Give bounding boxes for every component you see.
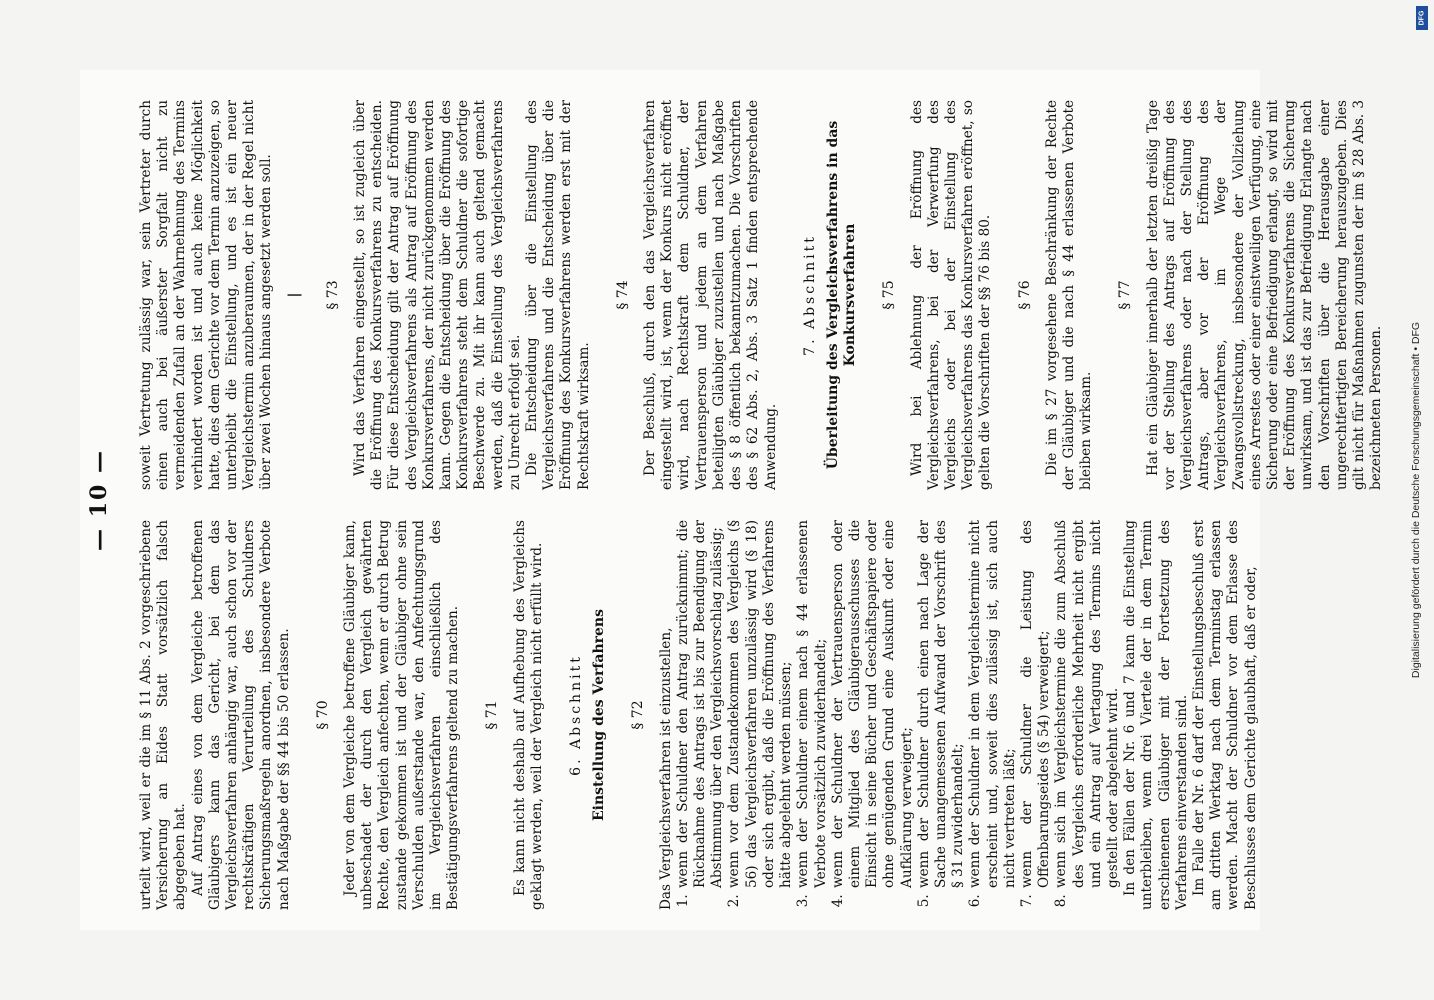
separator-mark: | bbox=[285, 292, 302, 298]
list-item: 2. wenn vor dem Zustandekommen des Vergleichs (§ 56) das Vergleichsverfahren unzulässig wird (§ 18) oder sich ergibt, daß die Eröffnung des Verfahrens hätte abgelehnt werden müssen; bbox=[726, 520, 795, 890]
chapter-heading: Überleitung des Vergleichsverfahrens in das Konkursverfahren bbox=[824, 120, 859, 470]
right-column bbox=[138, 100, 1385, 490]
section-number: § 74 bbox=[614, 280, 631, 310]
paragraph: Jeder von dem Vergleiche betroffene Gläubiger kann, unbeschadet der durch den Vergleich gewährten Rechte, den Vergleich anfechten, wenn er durch Betrug zustande gekommen ist und der Gläubiger ohne sein Verschulden außerstande war, den Anfechtungsgrund im Vergleichsverfahren einschließlich des Bestätigungsverfahrens geltend zu machen. bbox=[342, 520, 462, 910]
rotated-page bbox=[80, 70, 1385, 930]
paragraph: Die im § 27 vorgesehene Beschränkung der Rechte der Gläubiger und die nach § 44 erlassenen Verbote bleiben wirksam. bbox=[1043, 100, 1095, 490]
section-number: § 72 bbox=[630, 700, 647, 730]
section-number: § 75 bbox=[881, 280, 898, 310]
chapter-label: 6. Abschnitt bbox=[568, 654, 585, 776]
dfg-logo bbox=[1416, 6, 1428, 30]
credit-text: Digitalisierung gefördert durch die Deutsche Forschungsgemeinschaft • DFG bbox=[1410, 321, 1422, 679]
list-item: 6. wenn der Schuldner in dem Vergleichstermine nicht erscheint und, soweit dies zulässig ist, sich auch nicht vertreten läßt; bbox=[967, 520, 1019, 890]
paragraph: urteilt wird, weil er die im § 11 Abs. 2 vorgeschriebene Versicherung an Eides Statt vorsätzlich falsch abgegeben hat. bbox=[138, 520, 189, 910]
chapter-label: 7. Abschnitt bbox=[801, 234, 818, 356]
list-item: 8. wenn sich im Vergleichstermine die zum Abschluß des Vergleichs erforderliche Mehrheit nicht ergibt und ein Antrag auf Vertagung des Termins nicht gestellt oder abgelehnt wird. bbox=[1053, 520, 1122, 890]
paragraph: Auf Antrag eines von dem Vergleiche betroffenen Gläubigers kann das Gericht, bei dem das Vergleichsverfahren anhängig war, auch schon vor der rechtskräftigen Verurteilung des Schuldners Sicherungsmaßregeln anordnen, insbesondere Verbote nach Maßgabe der §§ 44 bis 50 erlassen. bbox=[189, 520, 292, 910]
section-number: § 71 bbox=[484, 700, 501, 730]
paragraph: soweit Vertretung zulässig war, sein Vertreter durch einen auch bei äußerster Sorgfalt nicht zu vermeidenden Zufall an der Wahrnehmung des Termins verhindert worden ist und auch keine Möglichkeit hatte, dies dem Gerichte vor dem Termin anzuzeigen, so unterbleibt die Einstellung, und es ist ein neuer Vergleichstermin anzuberaumen, der in der Regel nicht über zwei Wochen hinaus angesetzt werden soll. bbox=[138, 100, 275, 490]
list-item: 7. wenn der Schuldner die Leistung des Offenbarungseides (§ 54) verweigert; bbox=[1019, 520, 1053, 890]
digitization-credit bbox=[1402, 0, 1430, 1000]
paragraph: Wird das Verfahren eingestellt, so ist zugleich über die Eröffnung des Konkursverfahrens zu entscheiden. Für diese Entscheidung gilt der Antrag auf Eröffnung des Vergleichsverfahrens als Antrag auf Eröffnung des Konkursverfahrens, der nicht zurückgenommen werden kann. Gegen die Entscheidung über die Eröffnung des Konkursverfahrens steht dem Schuldner die sofortige Beschwerde zu. Mit ihr kann auch geltend gemacht werden, daß die Einstellung des Vergleichsverfahrens zu Unrecht erfolgt sei. bbox=[352, 100, 523, 490]
numbered-list bbox=[675, 520, 1122, 910]
paragraph: Der Beschluß, durch den das Vergleichsverfahren eingestellt wird, ist, wenn der Konkurs nicht eröffnet wird, nach Rechtskraft dem Schuldner, der Vertrauensperson und jedem an dem Verfahren beteiligten Gläubiger zuzustellen und nach Maßgabe des § 8 öffentlich bekanntzumachen. Die Vorschriften des § 62 Abs. 2, Abs. 3 Satz 1 finden entsprechende Anwendung. bbox=[642, 100, 779, 490]
list-item: 5. wenn der Schuldner durch einen nach Lage der Sache unangemessenen Aufwand der Vorschrift des § 31 zuwiderhandelt; bbox=[916, 520, 968, 890]
list-item: 3. wenn der Schuldner einem nach § 44 erlassenen Verbote vorsätzlich zuwiderhandelt; bbox=[795, 520, 829, 890]
list-item: 1. wenn der Schuldner den Antrag zurücknimmt; die Rücknahme des Antrags ist bis zur Beendigung der Abstimmung über den Vergleichsvorschlag zulässig; bbox=[675, 520, 727, 890]
list-item: 4. wenn der Schuldner der Vertrauensperson oder einem Mitglied des Gläubigerausschusses die Einsicht in seine Bücher und Geschäftspapiere oder ohne genügenden Grund eine Auskunft oder eine Aufklärung verweigert; bbox=[830, 520, 916, 890]
paragraph: Hat ein Gläubiger innerhalb der letzten dreißig Tage vor der Stellung des Antrags auf Eröffnung des Vergleichsverfahrens oder nach der Stellung des Antrags, aber vor der Eröffnung des Vergleichsverfahrens, im Wege der Zwangsvollstreckung, insbesondere der Vollziehung eines Arrestes oder einer einstweiligen Verfügung, eine Sicherung oder eine Befriedigung erlangt, so wird mit der Eröffnung des Konkursverfahrens die Sicherung unwirksam, und ist das zur Befriedigung Erlangte nach den Vorschriften über die Herausgabe einer ungerechtfertigten Bereicherung herauszugeben. Dies gilt nicht für Maßnahmen zugunsten der im § 28 Abs. 3 bezeichneten Personen. bbox=[1144, 100, 1385, 490]
section-number: § 70 bbox=[314, 700, 331, 730]
paragraph: Die Entscheidung über die Einstellung des Vergleichsverfahrens und die Entscheidung über die Eröffnung des Konkursverfahrens werden erst mit der Rechtskraft wirksam. bbox=[524, 100, 592, 490]
paragraph: Es kann nicht deshalb auf Aufhebung des Vergleichs geklagt werden, weil der Vergleich nicht erfüllt wird. bbox=[511, 520, 545, 910]
page-number: — 10 — bbox=[86, 449, 112, 551]
paragraph: Im Falle der Nr. 6 darf der Einstellungsbeschluß erst am dritten Werktag nach dem Terminstag erlassen werden. Macht der Schuldner vor dem Erlasse des Beschlusses dem Gerichte glaubhaft, daß er oder, bbox=[1190, 520, 1259, 910]
dfg-logo-text: DFG bbox=[1418, 10, 1426, 26]
section-number: § 76 bbox=[1016, 280, 1033, 310]
section-number: § 73 bbox=[324, 280, 341, 310]
chapter-heading: Einstellung des Verfahrens bbox=[591, 609, 608, 822]
paragraph: In den Fällen der Nr. 6 und 7 kann die Einstellung unterbleiben, wenn drei Viertele der in dem Termin erschienenen Gläubiger mit der Fortsetzung des Verfahrens einverstanden sind. bbox=[1122, 520, 1190, 910]
section-number: § 77 bbox=[1117, 280, 1134, 310]
paragraph: Wird bei Ablehnung der Eröffnung des Vergleichsverfahrens, bei der Verwerfung des Vergleichs oder bei der Einstellung des Vergleichsverfahrens das Konkursverfahren eröffnet, so gelten die Vorschriften der §§ 76 bis 80. bbox=[908, 100, 994, 490]
paragraph: Das Vergleichsverfahren ist einzustellen, bbox=[657, 627, 674, 910]
left-column bbox=[138, 520, 1260, 910]
